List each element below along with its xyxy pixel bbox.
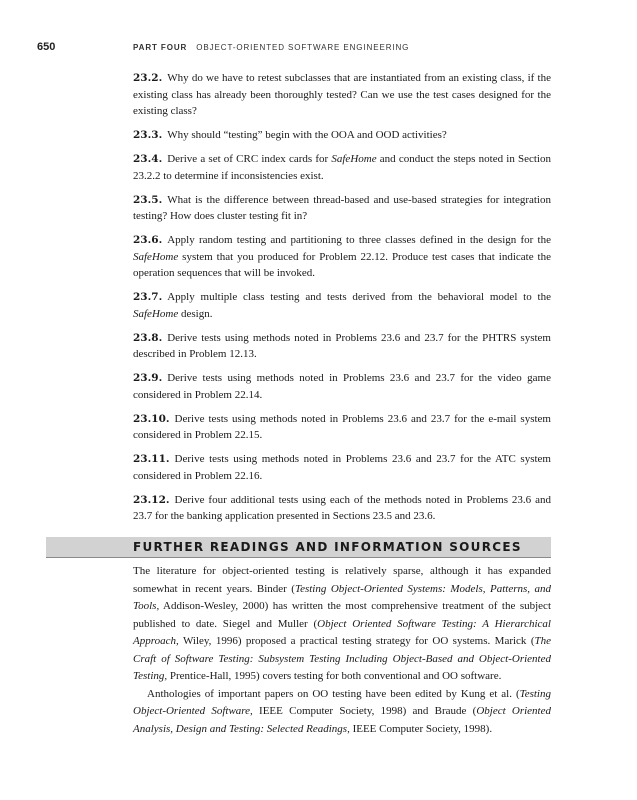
problem-item: [133, 232, 551, 282]
further-readings: [133, 563, 551, 738]
book-title: The Craft of Software Testing: Subsystem Testing Including Object-Based and Object-Oriented Testing,: [133, 635, 551, 682]
section-heading-bar: [46, 537, 551, 558]
problem-text: Derive tests using methods noted in Problems 23.6 and 23.7 for the e-mail system considered in Problem 22.15.: [133, 412, 551, 441]
problem-text: Derive tests using methods noted in Problems 23.6 and 23.7 for the PHTRS system described in Problem 12.13.: [133, 331, 551, 360]
problem-text: What is the difference between thread-based and use-based strategies for integration testing? How does cluster testing fit in?: [133, 193, 551, 222]
problem-text: Apply random testing and partitioning to three classes defined in the design for the: [167, 234, 551, 246]
problem-item: [133, 127, 551, 144]
section-title: FURTHER READINGS AND INFORMATION SOURCES: [133, 540, 522, 554]
problem-number: 23.3.: [133, 129, 163, 141]
problem-number: 23.4.: [133, 153, 163, 165]
reading-text: Anthologies of important papers on OO testing have been edited by Kung et al. (: [147, 687, 520, 700]
running-head: [133, 43, 409, 52]
problem-text: Why do we have to retest subclasses that are instantiated from an existing class, if the existing class has already been thoroughly tested? Can we use the test cases designed for the existing class?: [133, 72, 551, 117]
page-number: 650: [37, 41, 56, 53]
running-head-part: PART FOUR: [133, 43, 188, 52]
reading-text: IEEE Computer Society, 1998).: [349, 722, 493, 735]
problem-number: 23.7.: [133, 291, 163, 303]
problem-number: 23.6.: [133, 234, 163, 246]
problem-text: system that you produced for Problem 22.12. Produce test cases that indicate the operation sequences that will be invoked.: [133, 250, 551, 279]
problem-item: [133, 451, 551, 484]
problem-text: and conduct the steps noted in Section 23.2.2 to determine if inconsistencies exist.: [133, 153, 551, 182]
problem-text: Why should “testing” begin with the OOA and OOD activities?: [167, 129, 447, 141]
book-title: Testing Object-Oriented Systems: Models, Patterns, and Tools,: [133, 582, 551, 612]
reading-paragraph: [133, 563, 551, 686]
running-head-title: OBJECT-ORIENTED SOFTWARE ENGINEERING: [196, 43, 410, 52]
problem-text: Apply multiple class testing and tests derived from the behavioral model to the: [167, 291, 551, 303]
problem-number: 23.2.: [133, 72, 163, 84]
problem-item: [133, 289, 551, 322]
problems-list: [133, 70, 551, 532]
problem-number: 23.9.: [133, 372, 163, 384]
problem-text-emphasis: SafeHome: [133, 250, 179, 263]
problem-item: [133, 370, 551, 403]
problem-text: design.: [178, 307, 213, 320]
book-title: Object Oriented Analysis, Design and Testing: Selected Readings,: [133, 705, 551, 735]
reading-text: The literature for object-oriented testing is relatively sparse, although it has expanded somewhat in recent years. Binder (: [133, 565, 551, 595]
problem-item: [133, 330, 551, 363]
reading-text: IEEE Computer Society, 1998) and Braude (: [252, 705, 477, 717]
book-title: Object Oriented Software Testing: A Hierarchical Approach,: [133, 617, 551, 647]
problem-text: Derive four additional tests using each of the methods noted in Problems 23.6 and 23.7 for the banking application presented in Sections 23.5 and 23.6.: [133, 493, 551, 522]
problem-text-emphasis: SafeHome: [331, 153, 377, 165]
problem-number: 23.10.: [133, 412, 170, 425]
book-title: Testing Object-Oriented Software,: [133, 687, 551, 717]
problem-text: Derive tests using methods noted in Problems 23.6 and 23.7 for the ATC system considered in Problem 22.16.: [133, 453, 551, 482]
problem-text: Derive tests using methods noted in Problems 23.6 and 23.7 for the video game considered in Problem 22.14.: [133, 372, 551, 401]
problem-number: 23.5.: [133, 193, 163, 206]
problem-text-emphasis: SafeHome: [133, 307, 179, 320]
problem-number: 23.8.: [133, 331, 163, 344]
reading-text: Prentice-Hall, 1995) covers testing for both conventional and OO software.: [167, 670, 502, 682]
reading-text: Addison-Wesley, 2000) has written the most comprehensive treatment of the subject published to date. Siegel and Muller (: [133, 600, 551, 630]
problem-item: [133, 411, 551, 444]
problem-item: [133, 492, 551, 525]
reading-text: Wiley, 1996) proposed a practical testing strategy for OO systems. Marick (: [178, 635, 535, 647]
reading-paragraph: [133, 686, 551, 739]
problem-number: 23.11.: [133, 453, 170, 465]
problem-item: [133, 151, 551, 184]
problem-number: 23.12.: [133, 493, 170, 506]
problem-text: Derive a set of CRC index cards for: [167, 153, 332, 165]
problem-item: [133, 70, 551, 120]
problem-item: [133, 192, 551, 225]
